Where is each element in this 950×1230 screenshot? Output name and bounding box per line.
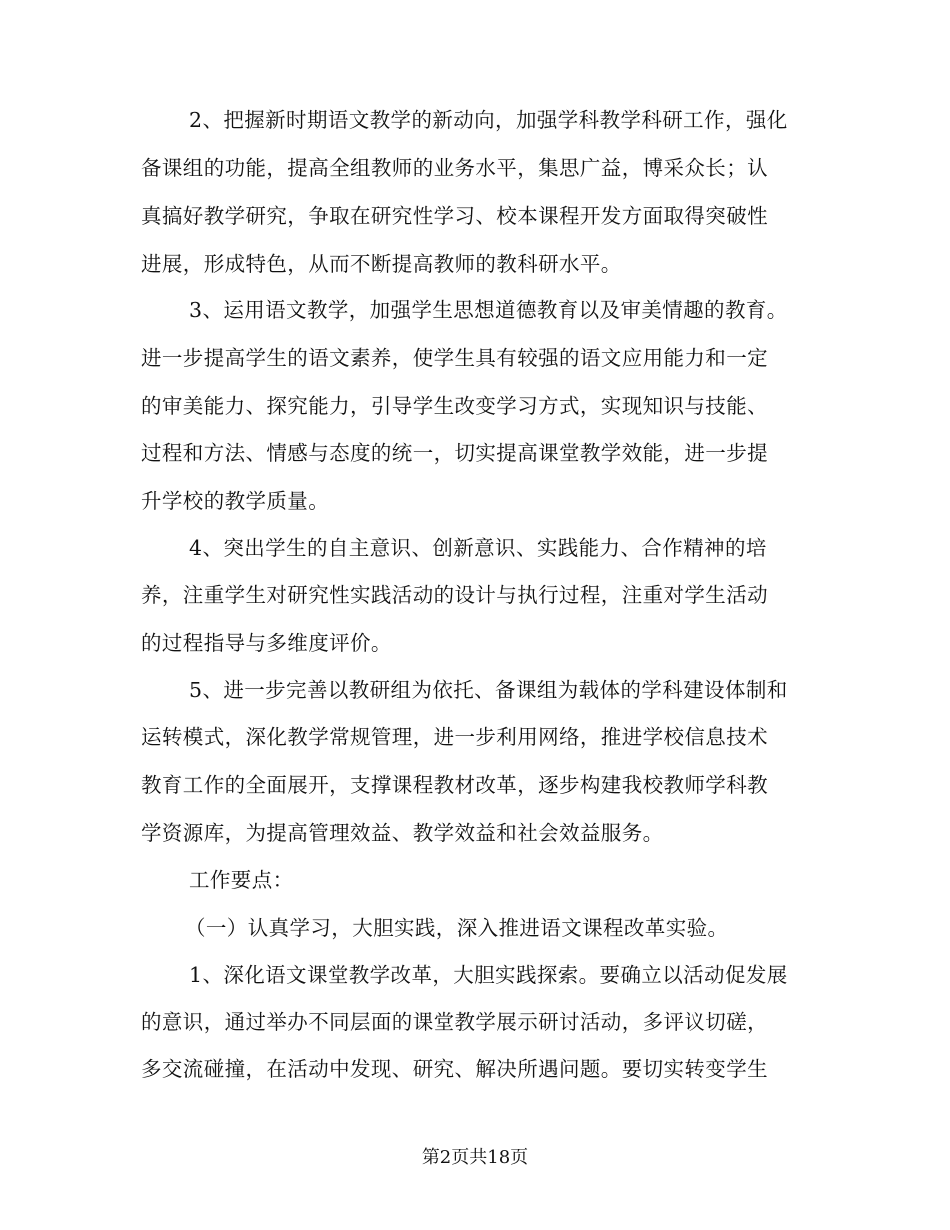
text-line: 的审美能力、探究能力，引导学生改变学习方式，实现知识与技能、 — [141, 394, 768, 418]
text-line: 的过程指导与多维度评价。 — [141, 631, 392, 655]
text-line: 运转模式，深化教学常规管理，进一步利用网络，推进学校信息技术 — [141, 725, 768, 749]
text-line: 的意识，通过举办不同层面的课堂教学展示研讨活动，多评议切磋， — [141, 1010, 768, 1034]
text-line: 过程和方法、情感与态度的统一，切实提高课堂教学效能，进一步提 — [141, 441, 768, 465]
section-label: 工作要点： — [189, 868, 294, 892]
text-line: 2、把握新时期语文教学的新动向，加强学科教学科研工作，强化 — [189, 108, 788, 132]
text-line: 多交流碰撞，在活动中发现、研究、解决所遇问题。要切实转变学生 — [141, 1057, 768, 1081]
text-line: 3、运用语文教学，加强学生思想道德教育以及审美情趣的教育。 — [189, 298, 788, 322]
text-line: 进展，形成特色，从而不断提高教师的教科研水平。 — [141, 252, 622, 276]
text-line: 学资源库，为提高管理效益、教学效益和社会效益服务。 — [141, 821, 664, 845]
text-line: 1、深化语文课堂教学改革，大胆实践探索。要确立以活动促发展 — [189, 963, 788, 987]
text-line: 5、进一步完善以教研组为依托、备课组为载体的学科建设体制和 — [189, 678, 788, 702]
text-line: 4、突出学生的自主意识、创新意识、实践能力、合作精神的培 — [189, 536, 767, 560]
text-line: 升学校的教学质量。 — [141, 489, 330, 513]
section-heading: （一）认真学习，大胆实践，深入推进语文课程改革实验。 — [185, 916, 729, 940]
page-number-footer: 第2页共18页 — [421, 1147, 529, 1168]
text-line: 进一步提高学生的语文素养，使学生具有较强的语文应用能力和一定 — [141, 346, 768, 370]
text-line: 教育工作的全面展开，支撑课程教材改革，逐步构建我校教师学科教 — [141, 773, 768, 797]
text-line: 养，注重学生对研究性实践活动的设计与执行过程，注重对学生活动 — [141, 583, 768, 607]
text-line: 真搞好教学研究，争取在研究性学习、校本课程开发方面取得突破性 — [141, 204, 768, 228]
text-line: 备课组的功能，提高全组教师的业务水平，集思广益，博采众长；认 — [141, 156, 768, 180]
